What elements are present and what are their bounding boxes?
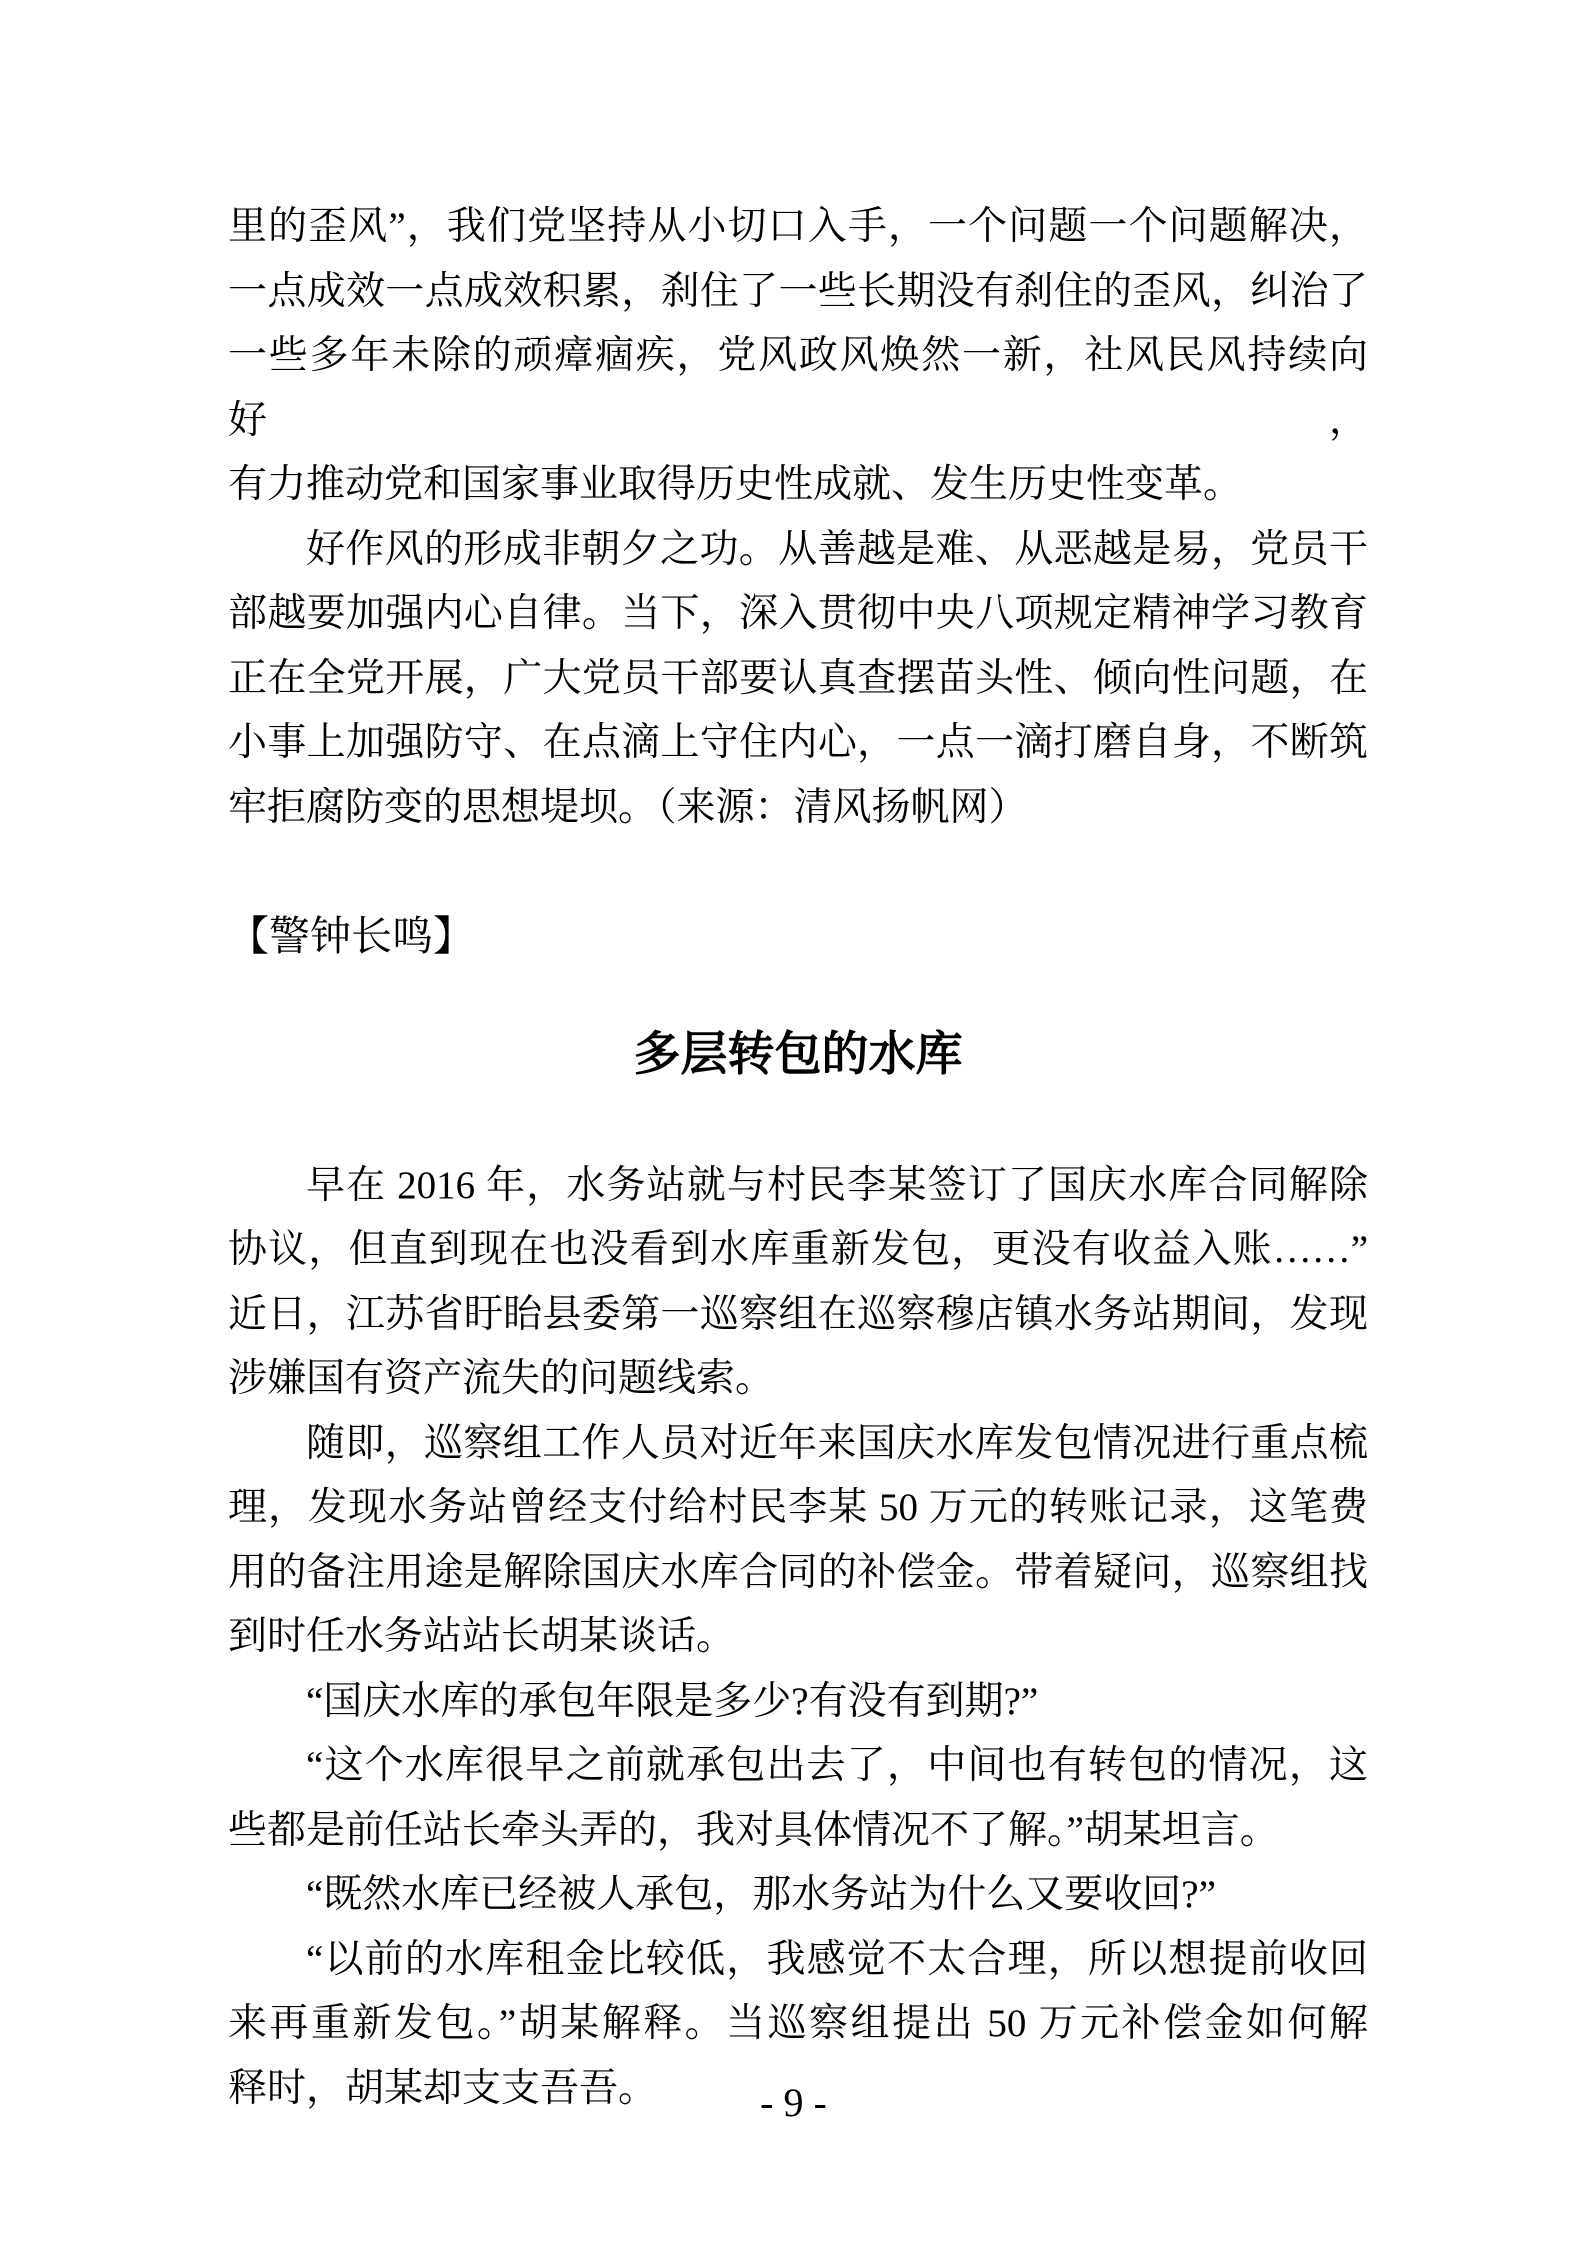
page-number: - 9 - [760, 2080, 827, 2125]
body-line: 用的备注用途是解除国庆水库合同的补偿金。带着疑问，巡察组找 [228, 1550, 1368, 1594]
paragraph [228, 1154, 1368, 1412]
body-line: 正在全党开展，广大党员干部要认真查摆苗头性、倾向性问题，在 [228, 656, 1368, 700]
body-line: 释时，胡某却支支吾吾。 [228, 2066, 658, 2110]
body-line: 小事上加强防守、在点滴上守住内心，一点一滴打磨自身，不断筑 [228, 721, 1368, 764]
body-line: 协议，但直到现在也没看到水库重新发包，更没有收益入账……” [228, 1228, 1368, 1271]
body-line: “以前的水库租金比较低，我感觉不太合理，所以想提前收回 [306, 1937, 1368, 1981]
body-line: 好作风的形成非朝夕之功。从善越是难、从恶越是易，党员干 [306, 527, 1368, 571]
section-header: 【警钟长鸣】 [228, 913, 474, 959]
paragraph [228, 1670, 1368, 1735]
paragraph [228, 1412, 1368, 1670]
article-title: 多层转包的水库 [633, 1028, 963, 1081]
body-line: 来再重新发包。”胡某解释。当巡察组提出 50 万元补偿金如何解 [228, 2002, 1368, 2045]
body-line: 里的歪风”，我们党坚持从小切口入手，一个问题一个问题解决， [228, 205, 1368, 248]
body-line: “这个水库很早之前就承包出去了，中间也有转包的情况，这 [306, 1744, 1368, 1787]
body-line: 涉嫌国有资产流失的问题线索。 [228, 1357, 775, 1400]
paragraph [228, 1734, 1368, 1863]
body-line: 部越要加强内心自律。当下，深入贯彻中央八项规定精神学习教育 [228, 592, 1368, 635]
paragraph [228, 1863, 1368, 1928]
body-line: 些都是前任站长牵头弄的，我对具体情况不了解。”胡某坦言。 [228, 1808, 1279, 1852]
paragraph [228, 518, 1368, 841]
body-line: 牢拒腐防变的思想堤坝。（来源：清风扬帆网） [228, 785, 1028, 829]
body-line: 近日，江苏省盱眙县委第一巡察组在巡察穆店镇水务站期间，发现 [228, 1292, 1368, 1336]
body-line: 理，发现水务站曾经支付给村民李某 50 万元的转账记录，这笔费 [228, 1486, 1368, 1529]
body-line: 有力推动党和国家事业取得历史性成就、发生历史性变革。 [228, 463, 1243, 506]
body-line: 早在 2016 年，水务站就与村民李某签订了国庆水库合同解除 [306, 1163, 1368, 1207]
body-line: “国庆水库的承包年限是多少?有没有到期?” [306, 1679, 1039, 1723]
body-line: 随即，巡察组工作人员对近年来国庆水库发包情况进行重点梳 [306, 1421, 1368, 1465]
body-line: 到时任水务站站长胡某谈话。 [228, 1615, 736, 1658]
body-line: “既然水库已经被人承包，那水务站为什么又要收回?” [306, 1873, 1216, 1916]
body-line: 一些多年未除的顽瘴痼疾，党风政风焕然一新，社风民风持续向好， [228, 334, 1368, 442]
body-line: 一点成效一点成效积累，刹住了一些长期没有刹住的歪风，纠治了 [228, 269, 1368, 313]
document-body [228, 195, 1368, 2121]
paragraph [228, 195, 1368, 518]
